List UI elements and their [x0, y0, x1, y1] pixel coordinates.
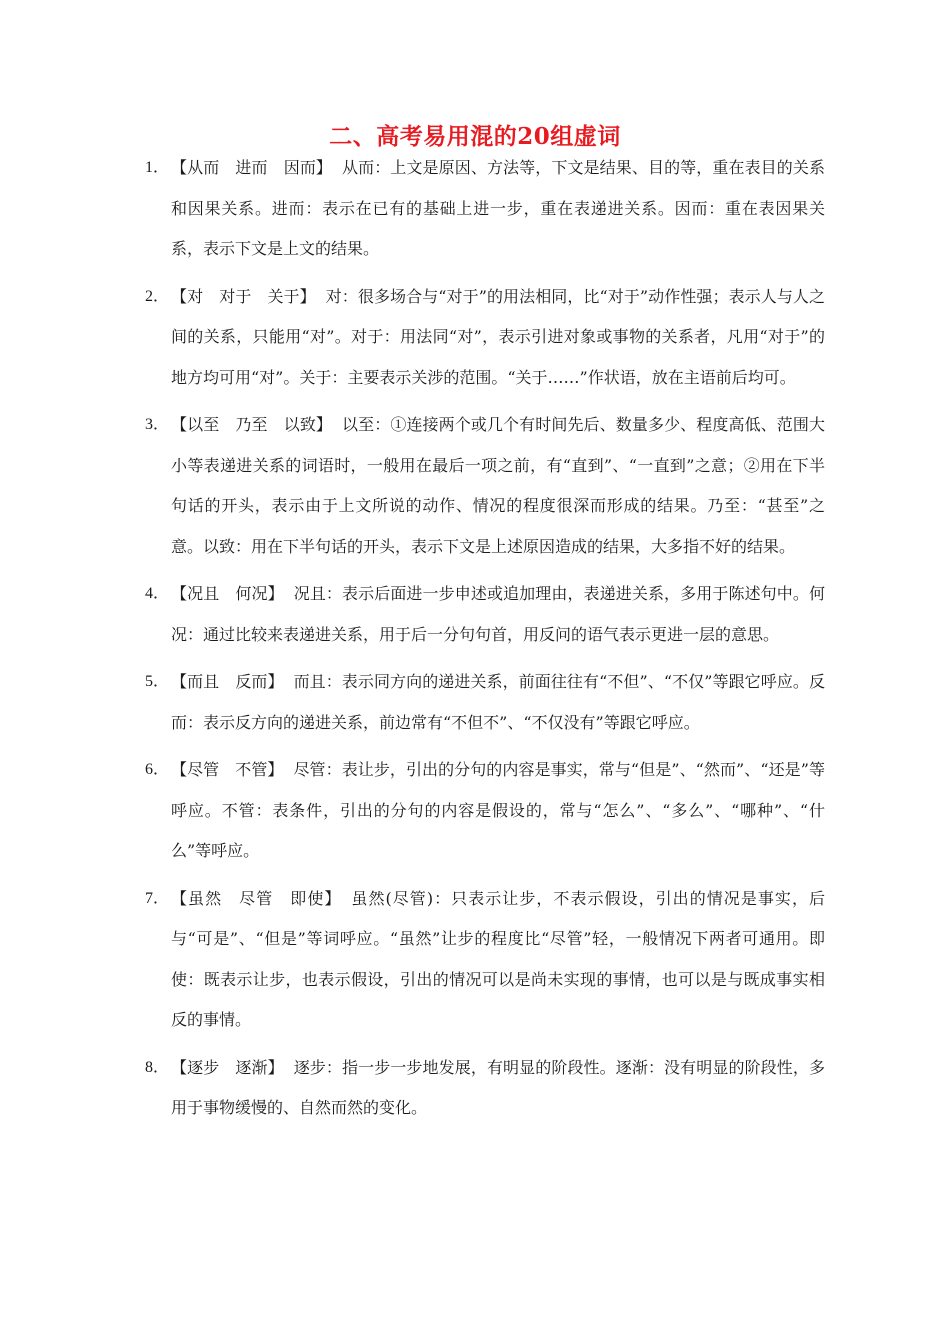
entry-text	[171, 879, 825, 1041]
entry-2	[145, 277, 825, 399]
entry-number: 8．	[145, 1058, 170, 1076]
entry-body: 从而：上文是原因、方法等，下文是结果、目的等，重在表目的关系和因果关系。进而：表示在已有的基础上进一步，重在表递进关系。因而：重在表因果关系，表示下文是上文的结果。	[171, 158, 825, 258]
document-title: 二、高考易用混的20组虚词	[329, 123, 621, 150]
entry-keywords: 【对 对于 关于】	[171, 286, 316, 306]
entry-body: 虽然(尽管)：只表示让步，不表示假设，引出的情况是事实，后与“可是”、“但是”等词呼应。“虽然”让步的程度比“尽管”轻，一般情况下两者可通用。即使：既表示让步，也表示假设，引出的情况可以是尚未实现的事情，也可以是与既成事实相反的事情。	[171, 888, 825, 1029]
entry-1	[145, 148, 825, 270]
entry-keywords: 【从而 进而 因而】	[171, 158, 333, 177]
entry-text	[171, 405, 825, 567]
entry-text	[171, 574, 825, 655]
entry-number: 5．	[145, 673, 170, 690]
entry-body: 逐步：指一步一步地发展，有明显的阶段性。逐渐：没有明显的阶段性，多用于事物缓慢的、自然而然的变化。	[171, 1057, 825, 1117]
entry-keywords: 【虽然 尽管 即使】	[171, 888, 342, 908]
entry-3	[145, 405, 825, 567]
entry-text	[171, 277, 825, 399]
entry-list	[145, 148, 825, 1136]
entry-text	[171, 1048, 825, 1129]
entry-6	[145, 750, 825, 872]
entry-text	[171, 750, 825, 872]
entry-7	[145, 879, 825, 1041]
entry-number: 6．	[145, 761, 170, 778]
entry-keywords: 【逐步 逐渐】	[171, 1057, 284, 1077]
entry-number: 4．	[145, 585, 170, 602]
entry-4	[145, 574, 825, 655]
entry-number: 3．	[145, 416, 170, 433]
entry-5	[145, 662, 825, 743]
entry-body: 以至：①连接两个或几个有时间先后、数量多少、程度高低、范围大小等表递进关系的词语时，一般用在最后一项之前，有“直到”、“一直到”之意；②用在下半句话的开头，表示由于上文所说的动作、情况的程度很深而形成的结果。乃至：“甚至”之意。以致：用在下半句话的开头，表示下文是上述原因造成的结果，大多指不好的结果。	[171, 415, 825, 556]
entry-keywords: 【而且 反而】	[171, 672, 284, 691]
entry-text	[171, 662, 825, 743]
entry-body: 对：很多场合与“对于”的用法相同，比“对于”动作性强；表示人与人之间的关系，只能用“对”。对于：用法同“对”，表示引进对象或事物的关系者，凡用“对于”的地方均可用“对”。关于：主要表示关涉的范围。“关于……”作状语，放在主语前后均可。	[171, 286, 825, 387]
entry-body: 而且：表示同方向的递进关系，前面往往有“不但”、“不仅”等跟它呼应。反而：表示反方向的递进关系，前边常有“不但不”、“不仅没有”等跟它呼应。	[171, 672, 825, 732]
entry-8	[145, 1048, 825, 1129]
entry-keywords: 【尽管 不管】	[171, 760, 284, 779]
entry-number: 7．	[145, 889, 170, 907]
entry-keywords: 【以至 乃至 以致】	[171, 415, 333, 434]
entry-number: 2．	[145, 287, 170, 305]
entry-keywords: 【况且 何况】	[171, 584, 284, 603]
entry-number: 1．	[145, 159, 170, 176]
entry-text	[171, 148, 825, 270]
entry-body: 况且：表示后面进一步申述或追加理由，表递进关系，多用于陈述句中。何况：通过比较来表递进关系，用于后一分句句首，用反问的语气表示更进一层的意思。	[171, 584, 825, 644]
entry-body: 尽管：表让步，引出的分句的内容是事实，常与“但是”、“然而”、“还是”等呼应。不管：表条件，引出的分句的内容是假设的，常与“怎么”、“多么”、“哪种”、“什么”等呼应。	[171, 760, 825, 860]
